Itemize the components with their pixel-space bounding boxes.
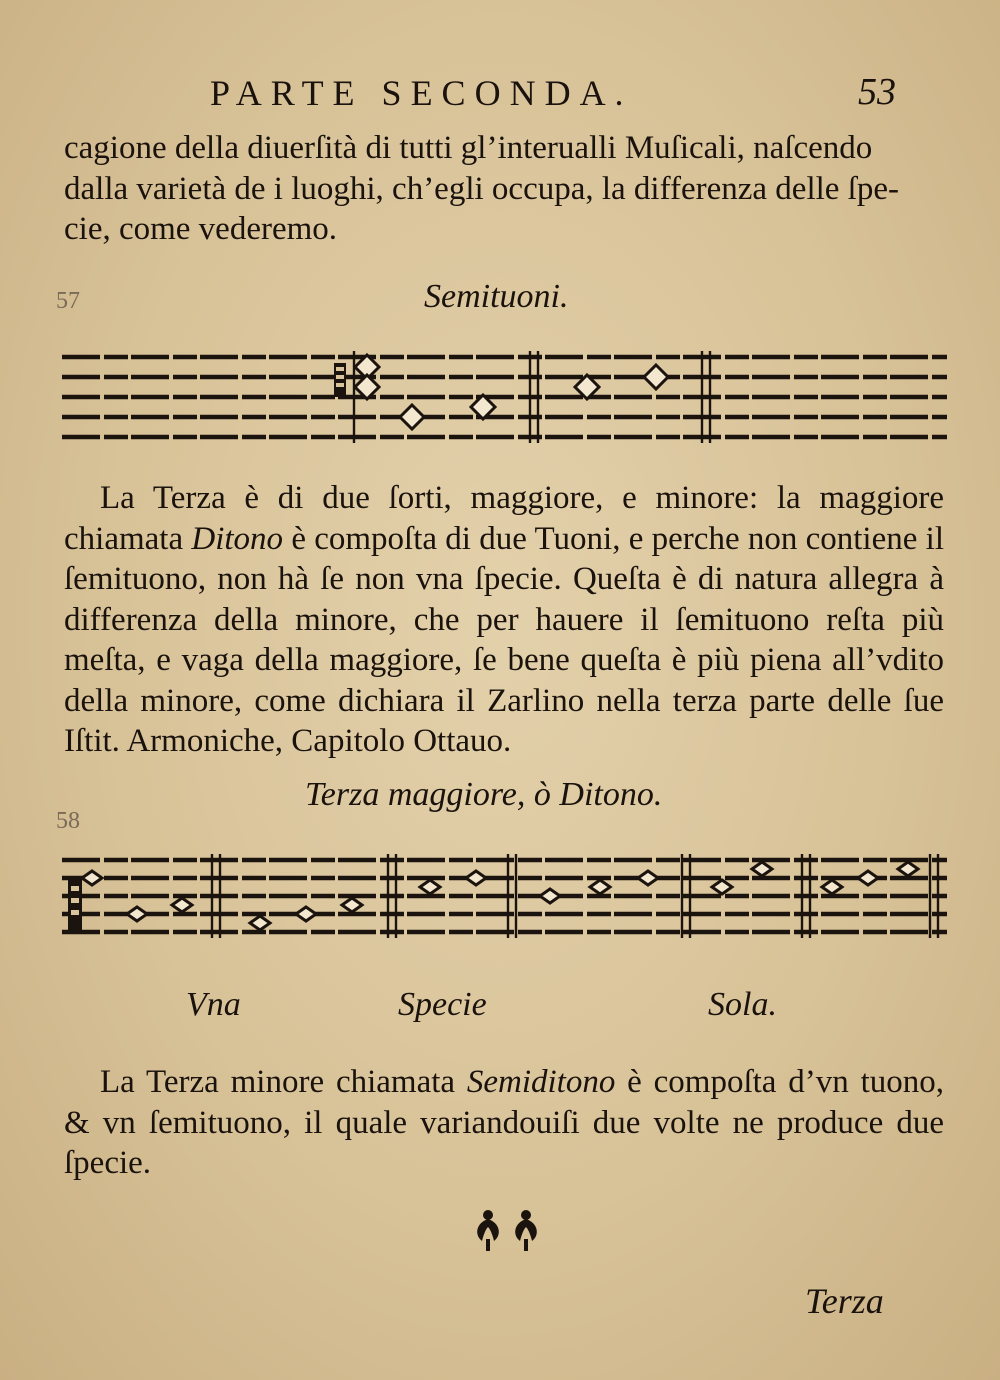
note [82,871,102,885]
note [822,880,842,894]
text-run: La Terza minore chiamata [100,1064,467,1100]
text-line: dalla varietà de i luoghi, ch’egli occupa, la differenza delle ſpe- [64,170,899,207]
fleuron-ornament [468,1205,548,1259]
note [342,898,362,912]
terza-minore-paragraph [64,1062,944,1184]
note [172,898,192,912]
text-run: è compoſta d’vn tuono, & vn ſemituono, il quale variandouiſi due volte ne produce due ſpecie. [64,1064,944,1181]
text-run: è compoſta di due Tuoni, e perche non contiene il ſemituono, non hà ſe non vna ſpecie. Queſta è di natura allegra à differenza della minore, che per hauere il ſemituono reſta più meſta, e vaga della maggiore, ſe bene queſta è più piena all’vdito della minore, come dichiara il Zarlino nella terza parte delle ſue Iſtit. Armoniche, Capitolo Ottauo. [64,520,945,759]
term-ditono: Ditono [191,520,284,557]
note [590,880,610,894]
note [858,871,878,885]
note [540,889,560,903]
note [296,907,316,921]
note [644,365,668,389]
music-staff-semituoni [62,345,947,450]
note [712,880,732,894]
note [752,862,772,876]
running-header: PARTE SECONDA. [210,73,633,113]
intro-paragraph [64,128,944,250]
text-line: cagione della diuerſità di tutti gl’interualli Muſicali, naſcendo [64,130,873,166]
note [466,871,486,885]
note [420,880,440,894]
example-caption-ditono: Terza maggiore, ò Ditono. [305,776,663,813]
text-run: La Terza è di due ſorti, maggiore, e minore: la maggiore chiamata [64,480,944,557]
page-number: 53 [858,71,896,113]
text-line: cie, come vederemo. [64,211,338,247]
music-staff-ditono [62,850,947,945]
margin-example-number: 57 [56,288,80,314]
catchword: Terza [805,1281,884,1321]
note [400,405,424,429]
margin-example-number: 58 [56,808,80,834]
terza-paragraph [64,478,944,762]
staff-label-sola: Sola. [708,986,777,1023]
note [898,862,918,876]
staff-label-vna: Vna [186,986,241,1023]
staff-label-specie: Specie [398,986,487,1023]
term-semiditono: Semiditono [466,1064,616,1100]
note [638,871,658,885]
example-caption-semituoni: Semituoni. [424,278,569,315]
note [250,916,270,930]
note [127,907,147,921]
